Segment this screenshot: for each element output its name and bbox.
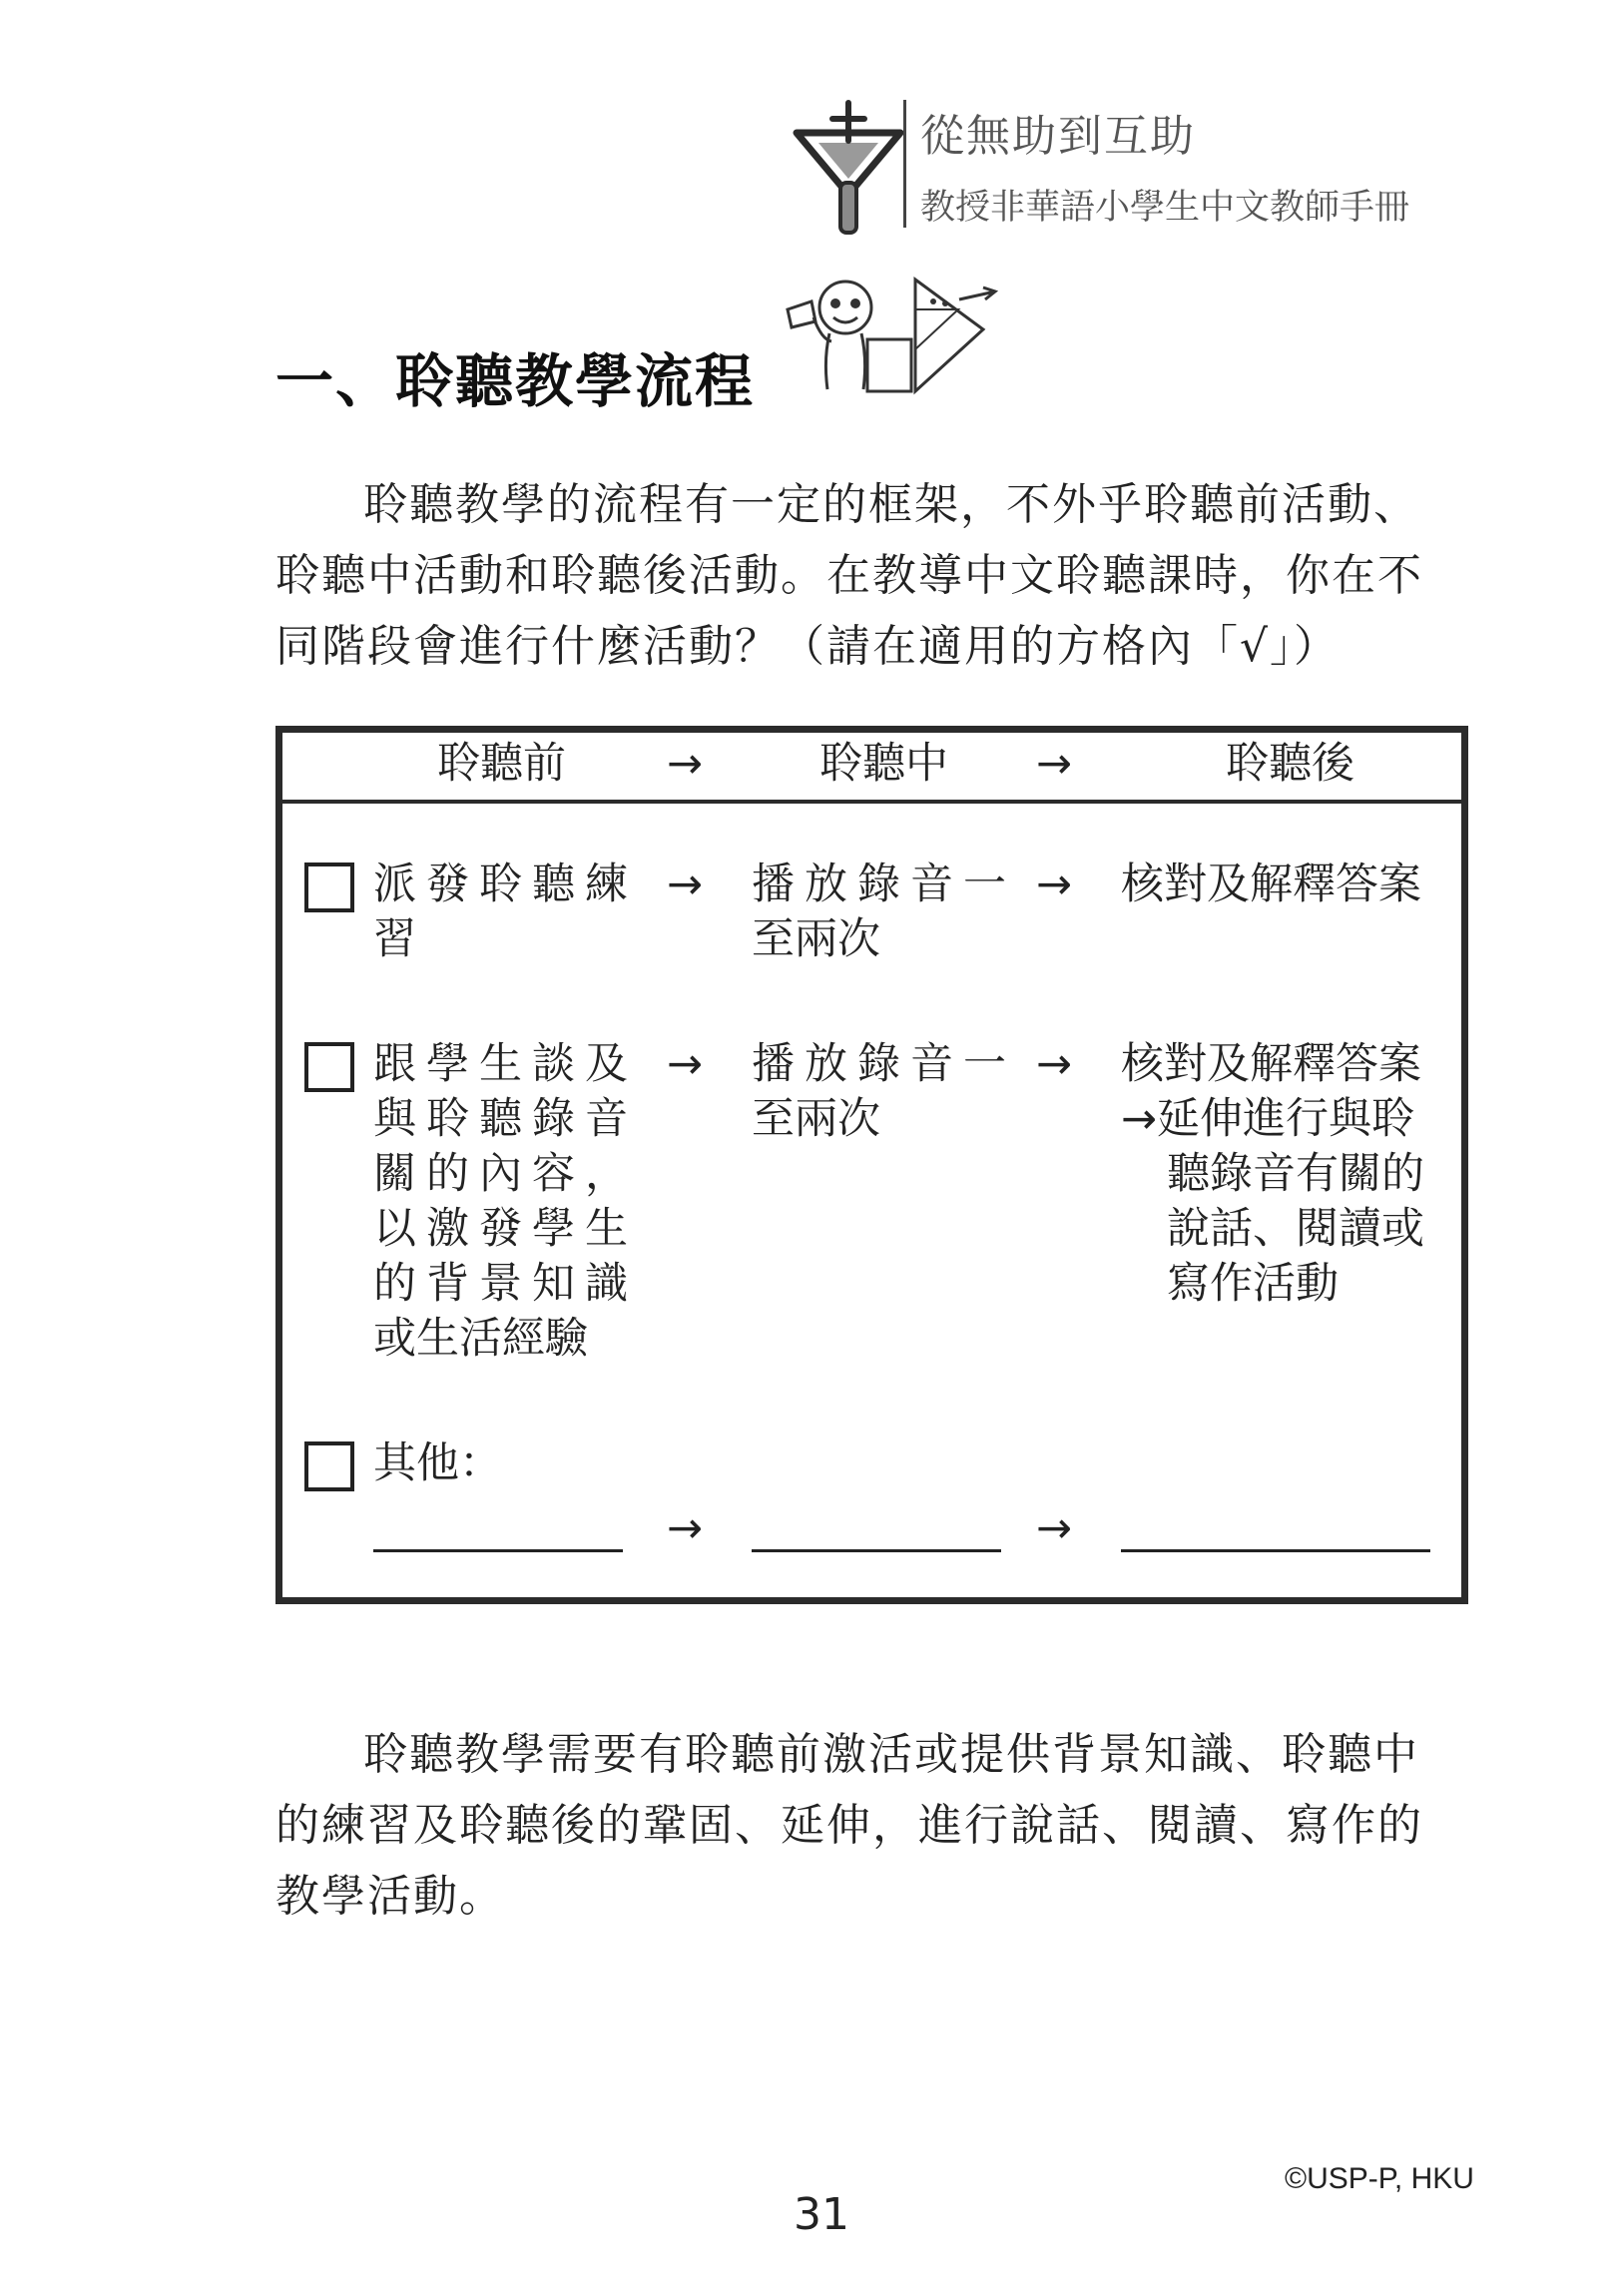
copyright-notice: ©USP-P, HKU xyxy=(1285,2162,1474,2195)
row1-during-line: 至兩次 xyxy=(752,914,880,964)
row2-during-line: 播放錄音一 xyxy=(752,1039,1016,1089)
row3-arrow: → xyxy=(667,1503,704,1553)
listening-flow-table xyxy=(275,726,1468,1604)
row2-before-line: 的背景知識 xyxy=(373,1259,638,1309)
header-during: 聆聽中 xyxy=(819,739,948,789)
row3-after-blank[interactable] xyxy=(1121,1549,1430,1552)
row3-during-blank[interactable] xyxy=(752,1549,1001,1552)
row3-checkbox[interactable] xyxy=(304,1441,354,1491)
row3-arrow: → xyxy=(1036,1503,1073,1553)
row2-before-line: 關的內容， xyxy=(373,1149,638,1199)
header-arrow: → xyxy=(1036,739,1073,789)
header-arrow: → xyxy=(667,739,704,789)
page-number: 31 xyxy=(794,2189,849,2240)
summary-line: 的練習及聆聽後的鞏固、延伸，進行說話、閱讀、寫作的 xyxy=(275,1800,1423,1851)
row2-after-line: →延伸進行與聆 xyxy=(1121,1094,1415,1144)
row2-before-line: 以激發學生 xyxy=(373,1204,638,1254)
row1-checkbox[interactable] xyxy=(304,862,354,912)
row2-after-line: 寫作活動 xyxy=(1167,1259,1339,1309)
section-title: 一、聆聽教學流程 xyxy=(275,347,756,415)
row2-arrow: → xyxy=(1036,1039,1073,1089)
row2-before-line: 跟學生談及 xyxy=(373,1039,638,1089)
header-before: 聆聽前 xyxy=(437,739,566,789)
row2-before-line: 或生活經驗 xyxy=(373,1314,588,1364)
intro-line: 聆聽教學的流程有一定的框架，不外乎聆聽前活動、 xyxy=(363,479,1419,530)
header-divider xyxy=(903,100,906,228)
summary-line: 聆聽教學需要有聆聽前激活或提供背景知識、聆聽中 xyxy=(363,1729,1419,1780)
row1-arrow: → xyxy=(1036,860,1073,909)
intro-line: 聆聽中活動和聆聽後活動。在教導中文聆聽課時，你在不 xyxy=(275,550,1423,601)
book-title: 從無助到互助 xyxy=(920,111,1196,162)
row2-arrow: → xyxy=(667,1039,704,1089)
table-header-divider xyxy=(282,800,1461,804)
intro-paragraph xyxy=(275,469,1473,682)
summary-paragraph xyxy=(275,1719,1473,1932)
row1-during-line: 播放錄音一 xyxy=(752,860,1016,909)
row1-before-line: 習 xyxy=(373,914,416,964)
row1-after-line: 核對及解釋答案 xyxy=(1121,860,1421,909)
row3-before-blank[interactable] xyxy=(373,1549,623,1552)
handbook-logo xyxy=(789,95,908,235)
row2-during-line: 至兩次 xyxy=(752,1094,880,1144)
row1-arrow: → xyxy=(667,860,704,909)
row2-before-line: 與聆聽錄音 xyxy=(373,1094,638,1144)
row1-before-line: 派發聆聽練 xyxy=(373,860,638,909)
header-after: 聆聽後 xyxy=(1226,739,1354,789)
summary-line: 教學活動。 xyxy=(275,1871,505,1922)
book-subtitle: 教授非華語小學生中文教師手冊 xyxy=(920,188,1410,228)
intro-line: 同階段會進行什麼活動？（請在適用的方格內「√」） xyxy=(275,621,1341,672)
mascot-illustration xyxy=(784,270,998,399)
row2-after-line: 核對及解釋答案 xyxy=(1121,1039,1421,1089)
row2-after-line: 說話、閱讀或 xyxy=(1167,1204,1424,1254)
row3-other-label: 其他： xyxy=(373,1438,502,1488)
row2-checkbox[interactable] xyxy=(304,1042,354,1092)
row2-after-line: 聽錄音有關的 xyxy=(1167,1149,1424,1199)
